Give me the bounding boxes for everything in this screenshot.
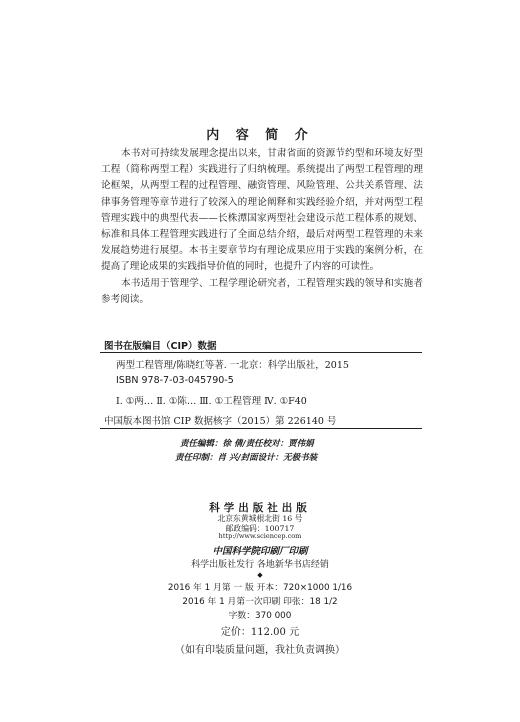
cip-record-number: 中国版本图书馆 CIP 数据核字（2015）第 226140 号	[104, 416, 337, 427]
cip-bibliographic-line: 两型工程管理/陈晓红等著. 一北京：科学出版社，2015	[116, 360, 349, 371]
printing-line: 2016 年 1 月第一次印刷 印张：18 1/2	[182, 597, 338, 607]
quality-notice: （如有印装质量问题，我社负责调换）	[175, 645, 345, 656]
cip-top-rule	[100, 352, 422, 353]
word-count: 字数：370 000	[228, 611, 292, 621]
summary-paragraph: 本书适用于管理学、工程学理论研究者，工程管理实践的领导和实施者参考阅读。	[101, 277, 423, 305]
cip-bottom-rule	[100, 428, 422, 429]
publisher-name: 科学出版社出版	[209, 502, 311, 514]
credits-production: 责任印制：肖 兴/封面设计：无极书装	[175, 453, 318, 463]
cip-heading: 图书在版编目（CIP）数据	[104, 341, 217, 352]
cip-isbn: ISBN 978-7-03-045790-5	[116, 375, 234, 386]
publisher-website: http://www.sciencep.com	[218, 532, 302, 540]
publisher-address: 北京东黄城根北街 16 号	[217, 514, 303, 523]
diamond-separator: ◆	[257, 571, 263, 579]
cip-classification-line: Ⅰ. ①两… Ⅱ. ①陈… Ⅲ. ①工程管理 Ⅳ. ①F40	[116, 396, 307, 407]
summary-body	[101, 146, 423, 308]
summary-paragraph: 本书对可持续发展理念提出以来，甘肃省面的资源节约型和环境友好型工程（简称两型工程）实践进行了归纳梳理。系统提出了两型工程管理的理论框架，从两型工程的过程管理、融资管理、风险管理、公共关系管理、法律事务管理等章节进行了较深入的理论阐释和实践经验介绍，并对两型工程管理实践中的典型代表——长株潭国家两型社会建设示范工程体系的规划、标准和具体工程管理实践进行了全面总结介绍，最后对两型工程管理的未来发展趋势进行展望。本书主要章节均有理论成果应用于实践的案例分析，在提高了理论成果的实践指导价值的同时，也提升了内容的可读性。	[101, 148, 423, 273]
summary-title: 内 容 简 介	[206, 128, 314, 143]
publisher-postcode: 邮政编码：100717	[225, 524, 295, 533]
edition-line: 2016 年 1 月第 一 版 开本：720×1000 1/16	[167, 583, 353, 593]
credits-editors: 责任编辑：徐 倩/责任校对：贾伟娟	[180, 439, 314, 449]
printer-line: 中国科学院印刷厂印刷	[212, 546, 308, 557]
price: 定价：112.00 元	[220, 627, 300, 638]
distribution-line: 科学出版社发行 各地新华书店经销	[191, 560, 329, 570]
